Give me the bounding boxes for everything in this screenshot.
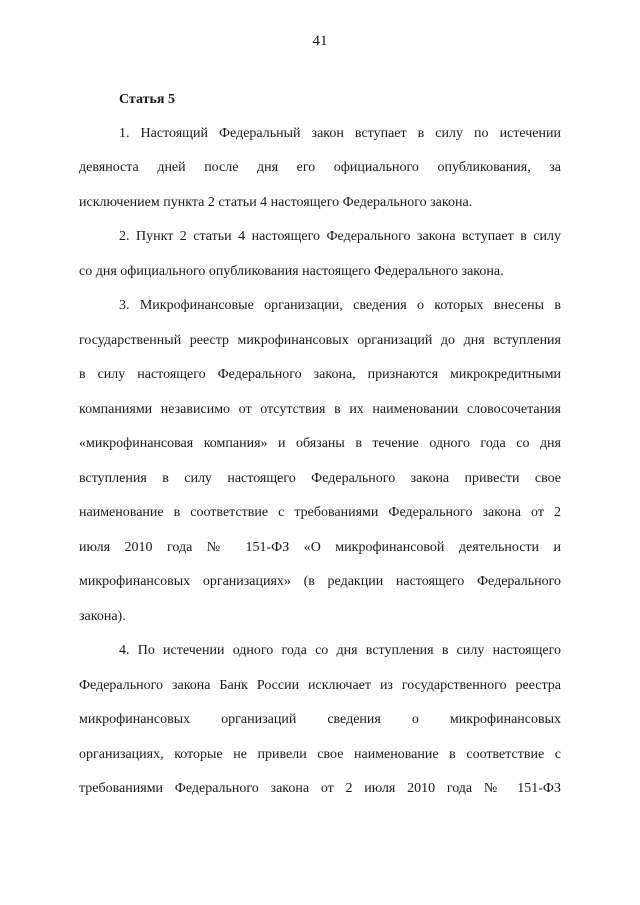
- text-line: Федерального закона Банк России исключает из государственного реестра: [79, 678, 561, 693]
- text-line: 4. По истечении одного года со дня вступления в силу настоящего: [119, 643, 561, 658]
- text-line: микрофинансовых организациях» (в редакции настоящего Федерального: [79, 574, 561, 589]
- text-line: «микрофинансовая компания» и обязаны в течение одного года со дня: [79, 436, 561, 451]
- page-number: 41: [312, 33, 328, 49]
- article-heading: Статья 5: [119, 92, 175, 107]
- text-line: девяноста дней после дня его официального опубликования, за: [79, 160, 561, 175]
- text-line: компаниями независимо от отсутствия в их наименовании словосочетания: [79, 402, 561, 417]
- text-line: в силу настоящего Федерального закона, признаются микрокредитными: [79, 367, 561, 382]
- text-line: июля 2010 года № 151-ФЗ «О микрофинансовой деятельности и: [79, 540, 561, 555]
- text-line: наименование в соответствие с требованиями Федерального закона от 2: [79, 505, 561, 520]
- text-line: со дня официального опубликования настоящего Федерального закона.: [79, 264, 504, 279]
- text-line: закона).: [79, 609, 126, 624]
- text-line: 2. Пункт 2 статьи 4 настоящего Федерального закона вступает в силу: [119, 229, 561, 244]
- text-line: государственный реестр микрофинансовых организаций до дня вступления: [79, 333, 561, 348]
- text-line: 1. Настоящий Федеральный закон вступает в силу по истечении: [119, 126, 561, 141]
- text-line: требованиями Федерального закона от 2 июля 2010 года № 151-ФЗ: [79, 781, 561, 796]
- text-line: 3. Микрофинансовые организации, сведения о которых внесены в: [119, 298, 561, 313]
- text-line: микрофинансовых организаций сведения о микрофинансовых: [79, 712, 561, 727]
- text-line: организациях, которые не привели свое наименование в соответствие с: [79, 747, 561, 762]
- text-line: вступления в силу настоящего Федерального закона привести свое: [79, 471, 561, 486]
- text-line: исключением пункта 2 статьи 4 настоящего Федерального закона.: [79, 195, 473, 210]
